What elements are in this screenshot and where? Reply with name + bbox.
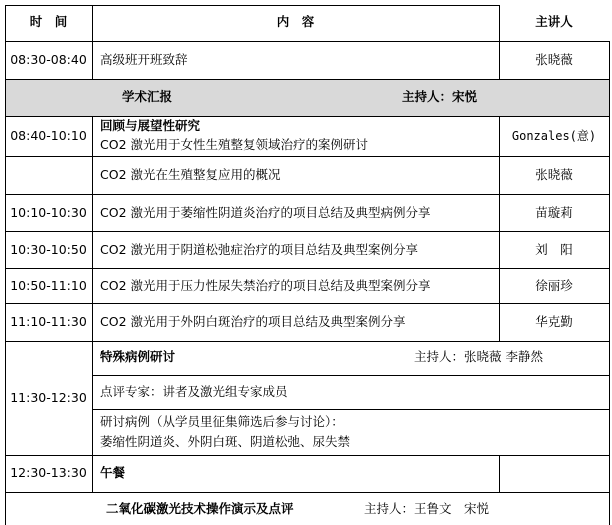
special-host: 主持人：张晓薇 李静然	[414, 349, 543, 364]
row-time: 10:30-10:50	[10, 242, 87, 257]
row-time: 08:30-08:40	[10, 52, 87, 67]
row-content: CO2 激光用于阴道松弛症治疗的项目总结及典型案例分享	[100, 242, 418, 257]
row-time: 10:50-11:10	[10, 278, 87, 293]
header-time: 时 间	[29, 14, 68, 29]
row-time: 08:40-10:10	[10, 128, 87, 143]
section-title: 学术汇报	[122, 89, 173, 104]
row-time: 11:10-11:30	[10, 314, 87, 329]
section-band	[5, 79, 610, 116]
row-content: CO2 激光用于外阴白斑治疗的项目总结及典型案例分享	[100, 314, 406, 329]
special-cases-line2: 萎缩性阴道炎、外阴白斑、阴道松弛、尿失禁	[100, 434, 351, 449]
special-time: 11:30-12:30	[10, 390, 87, 405]
row-content: CO2 激光用于女性生殖整复领域治疗的案例研讨	[100, 137, 368, 152]
header-content: 内 容	[276, 14, 315, 29]
row-speaker: 华克勤	[535, 314, 573, 329]
lunch-time: 12:30-13:30	[10, 465, 87, 480]
row-title: 回顾与展望性研究	[100, 118, 201, 133]
row-time: 10:10-10:30	[10, 205, 87, 220]
lunch-content: 午餐	[100, 465, 126, 480]
section-host: 主持人：宋悦	[402, 89, 478, 104]
row-speaker: 张晓薇	[535, 52, 573, 67]
special-cases-line1: 研讨病例（从学员里征集筛选后参与讨论）：	[100, 414, 344, 429]
demo-title: 二氧化碳激光技术操作演示及点评	[106, 501, 294, 516]
special-experts: 点评专家：讲者及激光组专家成员	[100, 384, 288, 399]
row-speaker: 刘 阳	[535, 242, 573, 257]
row-speaker: 苗璇莉	[535, 205, 573, 220]
row-speaker: 张晓薇	[535, 167, 573, 182]
header-speaker: 主讲人	[535, 14, 573, 29]
row-content: CO2 激光用于压力性尿失禁治疗的项目总结及典型案例分享	[100, 278, 431, 293]
row-speaker: Gonzales(意)	[511, 129, 597, 143]
row-content: 高级班开班致辞	[100, 52, 188, 67]
row-speaker: 徐丽珍	[535, 278, 573, 293]
special-title: 特殊病例研讨	[100, 349, 176, 364]
row-content: CO2 激光在生殖整复应用的概况	[100, 167, 281, 182]
demo-host: 主持人：王鲁文 宋悦	[364, 501, 490, 516]
row-content: CO2 激光用于萎缩性阴道炎治疗的项目总结及典型病例分享	[100, 205, 431, 220]
